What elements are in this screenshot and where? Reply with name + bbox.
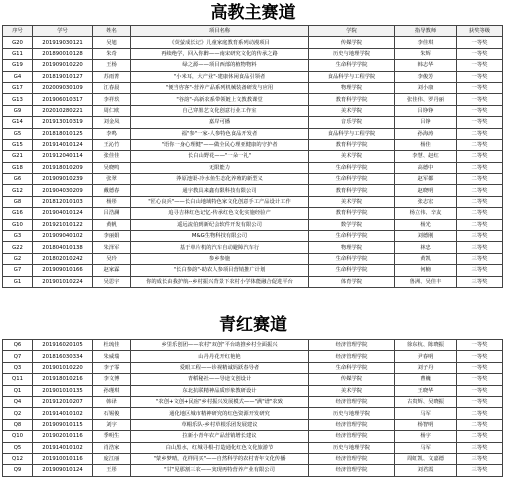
cell-name: 张翠 <box>93 174 131 185</box>
cell-student-id: 201901010135 <box>33 385 93 396</box>
cell-index: G17 <box>3 82 33 93</box>
header-index: 序号 <box>3 26 33 37</box>
cell-project: "农创+文创+民宿"乡村振兴发展模式——"满"谱"农致 <box>131 396 309 407</box>
table-row <box>3 276 503 287</box>
cell-award: 三等奖 <box>457 242 503 253</box>
cell-index: G3 <box>3 231 33 242</box>
cell-student-id: 201914010102 <box>33 442 93 453</box>
cell-college: 经济管理学院 <box>309 431 395 442</box>
table-header-row <box>3 26 503 37</box>
table-row <box>3 128 503 139</box>
table-row <box>3 362 503 373</box>
cell-student-id: 201912010207 <box>33 396 93 407</box>
cell-award: 一等奖 <box>457 71 503 82</box>
cell-student-id: 201918010209 <box>33 162 93 173</box>
cell-project: "长白参韵"-助农人参项目营销推广计划 <box>131 265 309 276</box>
cell-advisor: 张志宏 <box>395 196 457 207</box>
results-table-higher-education <box>2 25 503 288</box>
cell-project: 草帽乐队-乡村草根乐团发展建议 <box>131 419 309 430</box>
cell-college: 经济管理学院 <box>309 453 395 464</box>
cell-advisor: 李俊芳 <box>395 71 457 82</box>
cell-index: G20 <box>3 37 33 48</box>
cell-index: G10 <box>3 219 33 230</box>
cell-index: Q7 <box>3 351 33 362</box>
cell-index: Q10 <box>3 431 33 442</box>
cell-advisor: 刘子丹 <box>395 362 457 373</box>
cell-student-id: 201901010224 <box>33 276 93 287</box>
cell-award: 一等奖 <box>457 351 503 362</box>
cell-advisor: 曹巍 <box>395 374 457 385</box>
cell-index: G19 <box>3 60 33 71</box>
cell-advisor: 刘德刚 <box>395 231 457 242</box>
cell-index: G9 <box>3 105 33 116</box>
cell-college: 传媒学院 <box>309 37 395 48</box>
cell-student-id: 201909010124 <box>33 465 93 476</box>
table-row <box>3 453 503 464</box>
cell-student-id: 201904030209 <box>33 185 93 196</box>
cell-advisor: 张佳伟、罗丹丽 <box>395 94 457 105</box>
cell-name: 李文博 <box>93 374 131 385</box>
cell-award: 二等奖 <box>457 185 503 196</box>
cell-index: Q5 <box>3 442 33 453</box>
table-row <box>3 105 503 116</box>
table-row <box>3 139 503 150</box>
cell-name: 张佳佳 <box>93 151 131 162</box>
table-row <box>3 219 503 230</box>
cell-student-id: 201909040102 <box>33 231 93 242</box>
cell-advisor: 吕铮铮 <box>395 105 457 116</box>
cell-name: 孙瑾琪 <box>93 385 131 396</box>
cell-name: 韩译 <box>93 396 131 407</box>
cell-college: 教育科学学院 <box>309 139 395 150</box>
table-row <box>3 162 503 173</box>
cell-college: 生命科学学院 <box>309 174 395 185</box>
cell-index: Q8 <box>3 419 33 430</box>
cell-award: 三等奖 <box>457 442 503 453</box>
header-award: 获奖等级 <box>457 26 503 37</box>
cell-award: 一等奖 <box>457 82 503 93</box>
table-row <box>3 340 503 351</box>
header-name: 姓名 <box>93 26 131 37</box>
cell-name: 石锡俊 <box>93 408 131 419</box>
cell-index: G11 <box>3 48 33 59</box>
cell-award: 一等奖 <box>457 117 503 128</box>
table-row <box>3 465 503 476</box>
cell-name: 朱奇 <box>93 48 131 59</box>
cell-project: 你的成长由我护航--乡村振兴背景下农村小学体能融合促进平台 <box>131 276 309 287</box>
cell-name: 王沁竹 <box>93 139 131 150</box>
cell-advisor: 马军 <box>395 408 457 419</box>
cell-name: 王彤 <box>93 465 131 476</box>
cell-advisor: 刘小康 <box>395 82 457 93</box>
cell-college: 历史与地理学院 <box>309 48 395 59</box>
cell-name: 王杨 <box>93 60 131 71</box>
cell-advisor: 周虹凯、文嘉德 <box>395 453 457 464</box>
table-row <box>3 442 503 453</box>
table-row <box>3 242 503 253</box>
cell-name: 刘宇 <box>93 419 131 430</box>
cell-college: 经济管理学院 <box>309 419 395 430</box>
cell-project: 绿之源——项目西部的植物物料 <box>131 60 309 71</box>
cell-advisor: 刘君霞 <box>395 465 457 476</box>
results-table-youth-red <box>2 339 503 477</box>
table-body-higher-education <box>3 37 503 288</box>
cell-student-id: 201818010125 <box>33 128 93 139</box>
cell-advisor: 鲁洲、吴佳丰 <box>395 276 457 287</box>
cell-student-id: 201910010116 <box>33 453 93 464</box>
cell-award: 二等奖 <box>457 139 503 150</box>
cell-index: G22 <box>3 242 33 253</box>
cell-college: 经济管理学院 <box>309 351 395 362</box>
cell-project: "甘"见那割三农——実现再特营养产业有限公司 <box>131 465 309 476</box>
header-project: 项目名称 <box>131 26 309 37</box>
table-row <box>3 117 503 128</box>
cell-advisor: 王晓华 <box>395 385 457 396</box>
cell-name: 李丽娟 <box>93 231 131 242</box>
cell-student-id: 201914010124 <box>33 139 93 150</box>
cell-index: G15 <box>3 139 33 150</box>
cell-project: 白山黑水，红城寻根-打造通化红色文化旅游节 <box>131 442 309 453</box>
cell-award: 一等奖 <box>457 374 503 385</box>
table-row <box>3 419 503 430</box>
cell-student-id: 201904010124 <box>33 208 93 219</box>
cell-college: 生命科学学院 <box>309 265 395 276</box>
cell-advisor: 杨智明 <box>395 419 457 430</box>
cell-college: 数学学院 <box>309 219 395 230</box>
cell-name: 李鸣 <box>93 128 131 139</box>
cell-advisor: 吕铮 <box>395 117 457 128</box>
cell-advisor: 尹春明 <box>395 351 457 362</box>
cell-award: 一等奖 <box>457 37 503 48</box>
cell-index: Q6 <box>3 340 33 351</box>
cell-award: 三等奖 <box>457 253 503 264</box>
cell-student-id: 201914010102 <box>33 408 93 419</box>
cell-advisor: 林忠 <box>395 242 457 253</box>
cell-name: 刘金凤 <box>93 117 131 128</box>
cell-student-id: 201804010138 <box>33 242 93 253</box>
cell-index: G8 <box>3 196 33 207</box>
cell-name: 朱威瑞 <box>93 351 131 362</box>
cell-index: G16 <box>3 208 33 219</box>
cell-index: G12 <box>3 185 33 196</box>
cell-project: M&G生物科技有限公司 <box>131 231 309 242</box>
cell-name: 杜琉佳 <box>93 340 131 351</box>
cell-award: 一等奖 <box>457 340 503 351</box>
cell-name: 李祥玖 <box>93 94 131 105</box>
table-row <box>3 82 503 93</box>
header-advisor: 指导教师 <box>395 26 457 37</box>
cell-student-id: 201802010242 <box>33 253 93 264</box>
cell-student-id: 201906010317 <box>33 94 93 105</box>
cell-project: 自己穿墨艺文化创意行业工作室 <box>131 105 309 116</box>
cell-award: 二等奖 <box>457 151 503 162</box>
cell-name: 吴旭 <box>93 37 131 48</box>
cell-award: 一等奖 <box>457 105 503 116</box>
cell-advisor: 李慧、赵红 <box>395 151 457 162</box>
cell-college: 食品科学与工程学院 <box>309 71 395 82</box>
table-row <box>3 408 503 419</box>
cell-index: G7 <box>3 265 33 276</box>
cell-award: 一等奖 <box>457 396 503 407</box>
cell-award: 二等奖 <box>457 431 503 442</box>
cell-project: "便当咨客"-营养产品系列机械装备研发与应用 <box>131 82 309 93</box>
cell-college: 物理学院 <box>309 82 395 93</box>
cell-name: 吴思宇 <box>93 276 131 287</box>
cell-student-id: 201921010122 <box>33 219 93 230</box>
section-title-youth-red: 青红赛道 <box>219 315 287 335</box>
cell-advisor: 何楠 <box>395 265 457 276</box>
cell-award: 一等奖 <box>457 94 503 105</box>
cell-project: 长白山野花——"一朵一礼" <box>131 151 309 162</box>
table-row <box>3 385 503 396</box>
cell-college: 教育科学学院 <box>309 208 395 219</box>
cell-advisor: 黄凯 <box>395 253 457 264</box>
cell-student-id: 201819010127 <box>33 71 93 82</box>
table-row <box>3 185 503 196</box>
cell-project: 《荧萤成长记》儿童家庭教育系列动漫项目 <box>131 37 309 48</box>
cell-project: "语你一身心理健"——做全民心理亚健康的守护者 <box>131 139 309 150</box>
cell-index: G13 <box>3 94 33 105</box>
cell-name: 苏雨菁 <box>93 71 131 82</box>
cell-project: 通宇教具来鑫有限科技有限公司 <box>131 185 309 196</box>
cell-name: 杨彤 <box>93 196 131 207</box>
cell-advisor: 韩志华 <box>395 60 457 71</box>
cell-project: 无限能力 <box>131 162 309 173</box>
cell-college: 历史与地理学院 <box>309 442 395 453</box>
cell-project: 莽原池渠-冷水鱼生态化养殖的新型义 <box>131 174 309 185</box>
cell-student-id: 201890010128 <box>33 48 93 59</box>
cell-award: 二等奖 <box>457 219 503 230</box>
cell-name: 吕浩澜 <box>93 208 131 219</box>
cell-name: 黄帆 <box>93 219 131 230</box>
cell-project: 嘉岸可播 <box>131 117 309 128</box>
cell-award: 三等奖 <box>457 231 503 242</box>
cell-student-id: 201812010103 <box>33 196 93 207</box>
cell-advisor: 赵军都 <box>395 174 457 185</box>
cell-college: 经济管理学院 <box>309 396 395 407</box>
cell-advisor: 杨光 <box>395 219 457 230</box>
cell-name: 吴晓鸣 <box>93 162 131 173</box>
cell-advisor: 杨立伟、辛友 <box>395 208 457 219</box>
cell-name: 季明生 <box>93 431 131 442</box>
cell-college: 经济管理学院 <box>309 340 395 351</box>
table-row <box>3 374 503 385</box>
cell-award: 二等奖 <box>457 196 503 207</box>
cell-project: "小米耳，大产业"-建康休闲食品引领者 <box>131 71 309 82</box>
cell-project: 东北抗联精神品质形象教研设计 <box>131 385 309 396</box>
cell-project: 通化地区城市精神研究的红色资源开发研究 <box>131 408 309 419</box>
cell-student-id: 201909010115 <box>33 419 93 430</box>
cell-college: 生命科学学院 <box>309 362 395 373</box>
cell-award: 二等奖 <box>457 128 503 139</box>
cell-college: 生命科学学院 <box>309 60 395 71</box>
cell-index: G21 <box>3 151 33 162</box>
cell-award: 一等奖 <box>457 48 503 59</box>
cell-index: Q1 <box>3 385 33 396</box>
cell-award: 三等奖 <box>457 265 503 276</box>
table-row <box>3 231 503 242</box>
cell-college: 教育科学学院 <box>309 94 395 105</box>
table-row <box>3 196 503 207</box>
cell-college: 传媒学院 <box>309 374 395 385</box>
cell-index: Q2 <box>3 408 33 419</box>
cell-college: 生命科学学院 <box>309 231 395 242</box>
cell-college: 经济管理学院 <box>309 465 395 476</box>
cell-name: 吴玲 <box>93 253 131 264</box>
header-college: 学院 <box>309 26 395 37</box>
cell-index: G2 <box>3 253 33 264</box>
cell-college: 生命科学学院 <box>309 253 395 264</box>
cell-student-id: 201816030334 <box>33 351 93 362</box>
cell-college: 美术学院 <box>309 385 395 396</box>
header-student-id: 学号 <box>33 26 93 37</box>
cell-advisor: 徐东杭、陈晓振 <box>395 340 457 351</box>
cell-award: 二等奖 <box>457 419 503 430</box>
cell-award: 二等奖 <box>457 174 503 185</box>
table-body-youth-red <box>3 340 503 477</box>
table-row <box>3 60 503 71</box>
table-row <box>3 151 503 162</box>
cell-college: 历史与地理学院 <box>309 408 395 419</box>
cell-advisor: 杨佳 <box>395 139 457 150</box>
cell-award: 三等奖 <box>457 276 503 287</box>
cell-award: 一等奖 <box>457 60 503 71</box>
cell-name: 肖浩家 <box>93 442 131 453</box>
cell-project: 爱眼工程——诊视精诚妈跃春导者 <box>131 362 309 373</box>
cell-project: 拉新小青年农产品营销增长建议 <box>131 431 309 442</box>
table-row <box>3 37 503 48</box>
cell-college: 教育科学学院 <box>309 185 395 196</box>
cell-name: 朱泽军 <box>93 242 131 253</box>
cell-project: 基于单片机的汽车自动避障汽车行 <box>131 242 309 253</box>
table-row <box>3 253 503 264</box>
table-row <box>3 48 503 59</box>
cell-student-id: 201909010239 <box>33 174 93 185</box>
cell-project: 参乡参施 <box>131 253 309 264</box>
cell-project: 乡里乐创团——农村"双创"平台助推乡村全面振兴 <box>131 340 309 351</box>
table-row <box>3 94 503 105</box>
cell-project: "匠心良兵"——长白山地域特色家文化创意手工产品设计工作 <box>131 196 309 207</box>
cell-student-id: 201902010116 <box>33 431 93 442</box>
cell-name: 周仁欧 <box>93 105 131 116</box>
table-row <box>3 208 503 219</box>
cell-college: 生命科学学院 <box>309 162 395 173</box>
cell-advisor: 孙海涛 <box>395 128 457 139</box>
table-row <box>3 71 503 82</box>
cell-project: 山丹丹花开红艳艳 <box>131 351 309 362</box>
cell-college: 美术学院 <box>309 105 395 116</box>
cell-project: "谷韵"-高新农系带领链上文教教课堂 <box>131 94 309 105</box>
cell-name: 赵家霖 <box>93 265 131 276</box>
cell-index: Q3 <box>3 362 33 373</box>
cell-project: 追寻吉林红色记忆-传承红色文化实施经验产 <box>131 208 309 219</box>
table-row <box>3 431 503 442</box>
cell-award: 二等奖 <box>457 408 503 419</box>
cell-index: G6 <box>3 174 33 185</box>
cell-advisor: 朱辉 <box>395 48 457 59</box>
cell-index: G4 <box>3 71 33 82</box>
table-row <box>3 174 503 185</box>
cell-student-id: 201909010220 <box>33 60 93 71</box>
cell-student-id: 201913010319 <box>33 117 93 128</box>
cell-project: 再续绝学，回入你醉——南宋研究文化的传承之路 <box>131 48 309 59</box>
cell-index: G18 <box>3 162 33 173</box>
cell-advisor: 杨宇 <box>395 431 457 442</box>
cell-project: 遥远流伯到新纪会软件开发有限公司 <box>131 219 309 230</box>
cell-index: G1 <box>3 276 33 287</box>
cell-college: 体育学院 <box>309 276 395 287</box>
cell-student-id: 202009030109 <box>33 82 93 93</box>
cell-index: Q11 <box>3 374 33 385</box>
cell-index: G14 <box>3 117 33 128</box>
cell-project: "蒙乡梦晴，花样同买"——自然科学的农村青年文化传播 <box>131 453 309 464</box>
cell-award: 二等奖 <box>457 162 503 173</box>
cell-student-id: 201909010166 <box>33 265 93 276</box>
table-row <box>3 265 503 276</box>
cell-name: 庞江丽 <box>93 453 131 464</box>
cell-college: 美术学院 <box>309 196 395 207</box>
cell-advisor: 古贵辉、吴晓振 <box>395 396 457 407</box>
cell-award: 二等奖 <box>457 208 503 219</box>
cell-student-id: 201916020105 <box>33 340 93 351</box>
cell-advisor: 高德中 <box>395 162 457 173</box>
cell-index: Q4 <box>3 396 33 407</box>
cell-index: G5 <box>3 128 33 139</box>
cell-award: 三等奖 <box>457 453 503 464</box>
cell-advisor: 李佳琪 <box>395 37 457 48</box>
section-title-higher-education: 高教主赛道 <box>210 3 296 23</box>
cell-index: Q9 <box>3 465 33 476</box>
cell-college: 美术学院 <box>309 151 395 162</box>
cell-student-id: 201918010216 <box>33 374 93 385</box>
cell-name: 江春晨 <box>93 82 131 93</box>
cell-award: 三等奖 <box>457 465 503 476</box>
cell-student-id: 201901010220 <box>33 362 93 373</box>
cell-project: 福"参"一家-人参特色食品开发者 <box>131 128 309 139</box>
cell-index: Q12 <box>3 453 33 464</box>
cell-college: 物理学院 <box>309 242 395 253</box>
cell-student-id: 201912040114 <box>33 151 93 162</box>
cell-college: 食品科学与工程学院 <box>309 128 395 139</box>
cell-college: 音乐学院 <box>309 117 395 128</box>
cell-advisor: 赵晓明 <box>395 185 457 196</box>
cell-name: 李子霏 <box>93 362 131 373</box>
table-row <box>3 351 503 362</box>
cell-name: 戴德春 <box>93 185 131 196</box>
cell-student-id: 202010280221 <box>33 105 93 116</box>
table-row <box>3 396 503 407</box>
cell-student-id: 2019190301​21 <box>33 37 93 48</box>
cell-advisor: 马军 <box>395 442 457 453</box>
cell-award: 一等奖 <box>457 362 503 373</box>
cell-award: 一等奖 <box>457 385 503 396</box>
cell-project: 青稻秘社——导途文创设计 <box>131 374 309 385</box>
